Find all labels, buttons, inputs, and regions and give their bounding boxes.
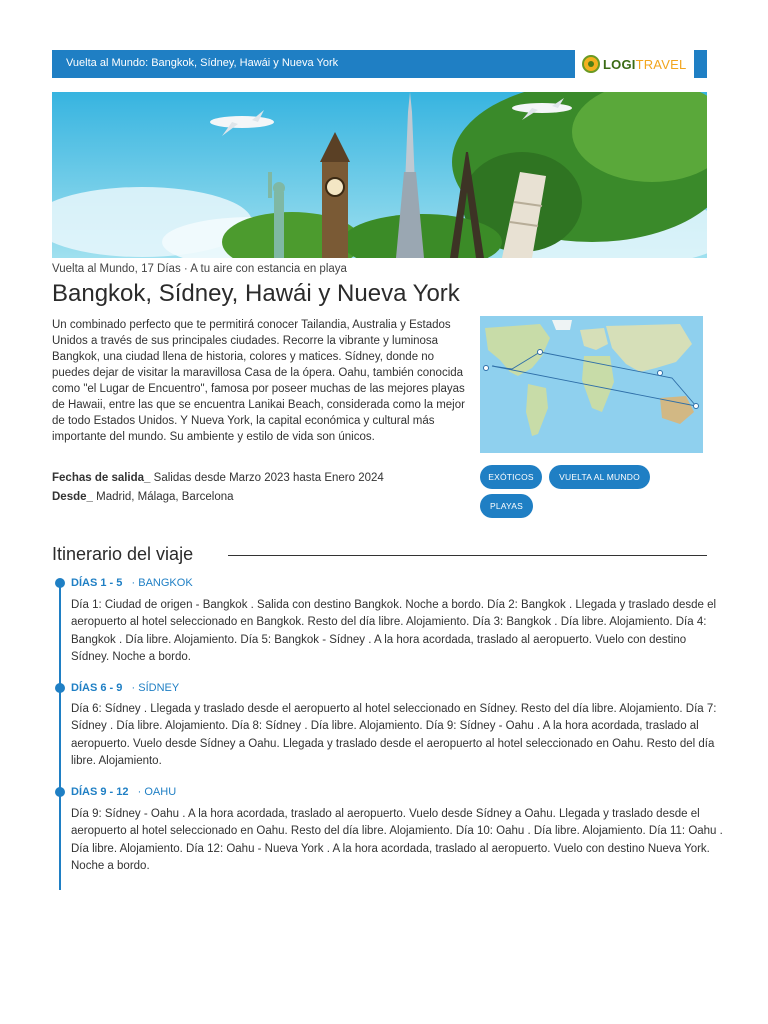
logo-text-logi: LOGI	[603, 56, 636, 72]
logitravel-logo[interactable]	[582, 53, 686, 75]
stage-heading-oahu	[71, 786, 176, 798]
logo-text-travel: TRAVEL	[635, 56, 687, 72]
hero-landmarks-illustration	[52, 92, 707, 258]
stage-days: DÍAS 9 - 12	[71, 786, 129, 798]
header-title-bar	[52, 50, 575, 78]
world-route-map	[480, 316, 703, 453]
departure-dates	[52, 472, 384, 484]
departure-cities-label: Desde_	[52, 491, 93, 503]
trip-subtitle: Vuelta al Mundo, 17 Días · A tu aire con estancia en playa	[52, 263, 347, 275]
hero-banner-image	[52, 92, 707, 258]
logo-globe-icon	[582, 55, 600, 73]
stage-description-sidney: Día 6: Sídney . Llegada y traslado desde el aeropuerto al hotel seleccionado en Sídney. Resto del día libre. Alojamiento. Día 7: Sídney . Día libre. Alojamiento. Día 8: Sídney . Día libre. Alojamiento. Día 9: Sídney - Oahu . A la hora acordada, traslado al aeropuerto. Vuelo desde Sídney a Oahu. Llegada y traslado desde el aeropuerto al hotel seleccionado en Oahu. Resto del día libre. Alojamiento.	[71, 703, 717, 767]
stage-heading-bangkok	[71, 577, 193, 589]
tag-exoticos[interactable]: EXÓTICOS	[480, 465, 542, 489]
stage-place: · OAHU	[137, 786, 177, 798]
timeline-dot	[55, 683, 65, 693]
stage-description-bangkok: Día 1: Ciudad de origen - Bangkok . Salida con destino Bangkok. Noche a bordo. Día 2: Bangkok . Llegada y traslado desde el aeropuerto al hotel seleccionado en Bangkok. Resto del día libre. Alojamiento. Día 3: Bangkok . Día libre. Alojamiento. Día 4: Bangkok . Día libre. Alojamiento. Día 5: Bangkok - Sídney . A la hora acordada, traslado al aeropuerto. Vuelo con destino Sídney. Noche a bordo.	[71, 599, 717, 663]
header-bar	[52, 50, 707, 78]
page-title: Bangkok, Sídney, Hawái y Nueva York	[52, 280, 460, 307]
header-accent-block	[694, 50, 707, 78]
header-title: Vuelta al Mundo: Bangkok, Sídney, Hawái y Nueva York	[66, 57, 339, 69]
itinerary-title-divider	[228, 555, 707, 556]
trip-description: Un combinado perfecto que te permitirá conocer Tailandia, Australia y Estados Unidos a través de sus principales ciudades. Recorre la vibrante y luminosa Bangkok, una ciudad llena de historia, colores y matices. Sídney, donde no puedes dejar de visitar la maravillosa Casa de la ópera. Oahu, también conocida como "el Lugar de Encuentro", famosa por poseer muchas de las mejores playas de Hawaii, entre las que se encuentra Lanikai Beach, considerada como la mejor de todo Estados Unidos. Y Nueva York, la capital económica y cultural más importante del mundo. Su ambiente y estilo de vida son únicos.	[52, 319, 465, 443]
stage-days: DÍAS 6 - 9	[71, 682, 123, 694]
timeline-dot	[55, 578, 65, 588]
itinerary-timeline	[59, 585, 61, 890]
departure-dates-value: Salidas desde Marzo 2023 hasta Enero 2024	[150, 472, 384, 484]
departure-cities	[52, 491, 234, 503]
stage-description-oahu: Día 9: Sídney - Oahu . A la hora acordada, traslado al aeropuerto. Vuelo desde Sídney a Oahu. Llegada y traslado desde el aeropuerto al hotel seleccionado en Oahu. Resto del día libre. Alojamiento. Día 10: Oahu . Día libre. Alojamiento. Día 11: Oahu . Día libre. Alojamiento. Día 12: Oahu - Nueva York . A la hora acordada, traslado al aeropuerto. Vuelo con destino Nueva York. Noche a bordo.	[71, 808, 723, 872]
departure-cities-value: Madrid, Málaga, Barcelona	[92, 491, 234, 503]
stage-heading-sidney	[71, 682, 179, 694]
departure-dates-label: Fechas de salida_	[52, 472, 151, 484]
route-map	[480, 316, 703, 453]
stage-place: · SÍDNEY	[131, 682, 180, 694]
stage-days: DÍAS 1 - 5	[71, 577, 123, 589]
timeline-dot	[55, 787, 65, 797]
tag-vuelta-al-mundo[interactable]: VUELTA AL MUNDO	[549, 465, 650, 489]
stage-place: · BANGKOK	[131, 577, 193, 589]
itinerary-title: Itinerario del viaje	[52, 544, 194, 564]
tag-playas[interactable]: PLAYAS	[480, 494, 533, 518]
